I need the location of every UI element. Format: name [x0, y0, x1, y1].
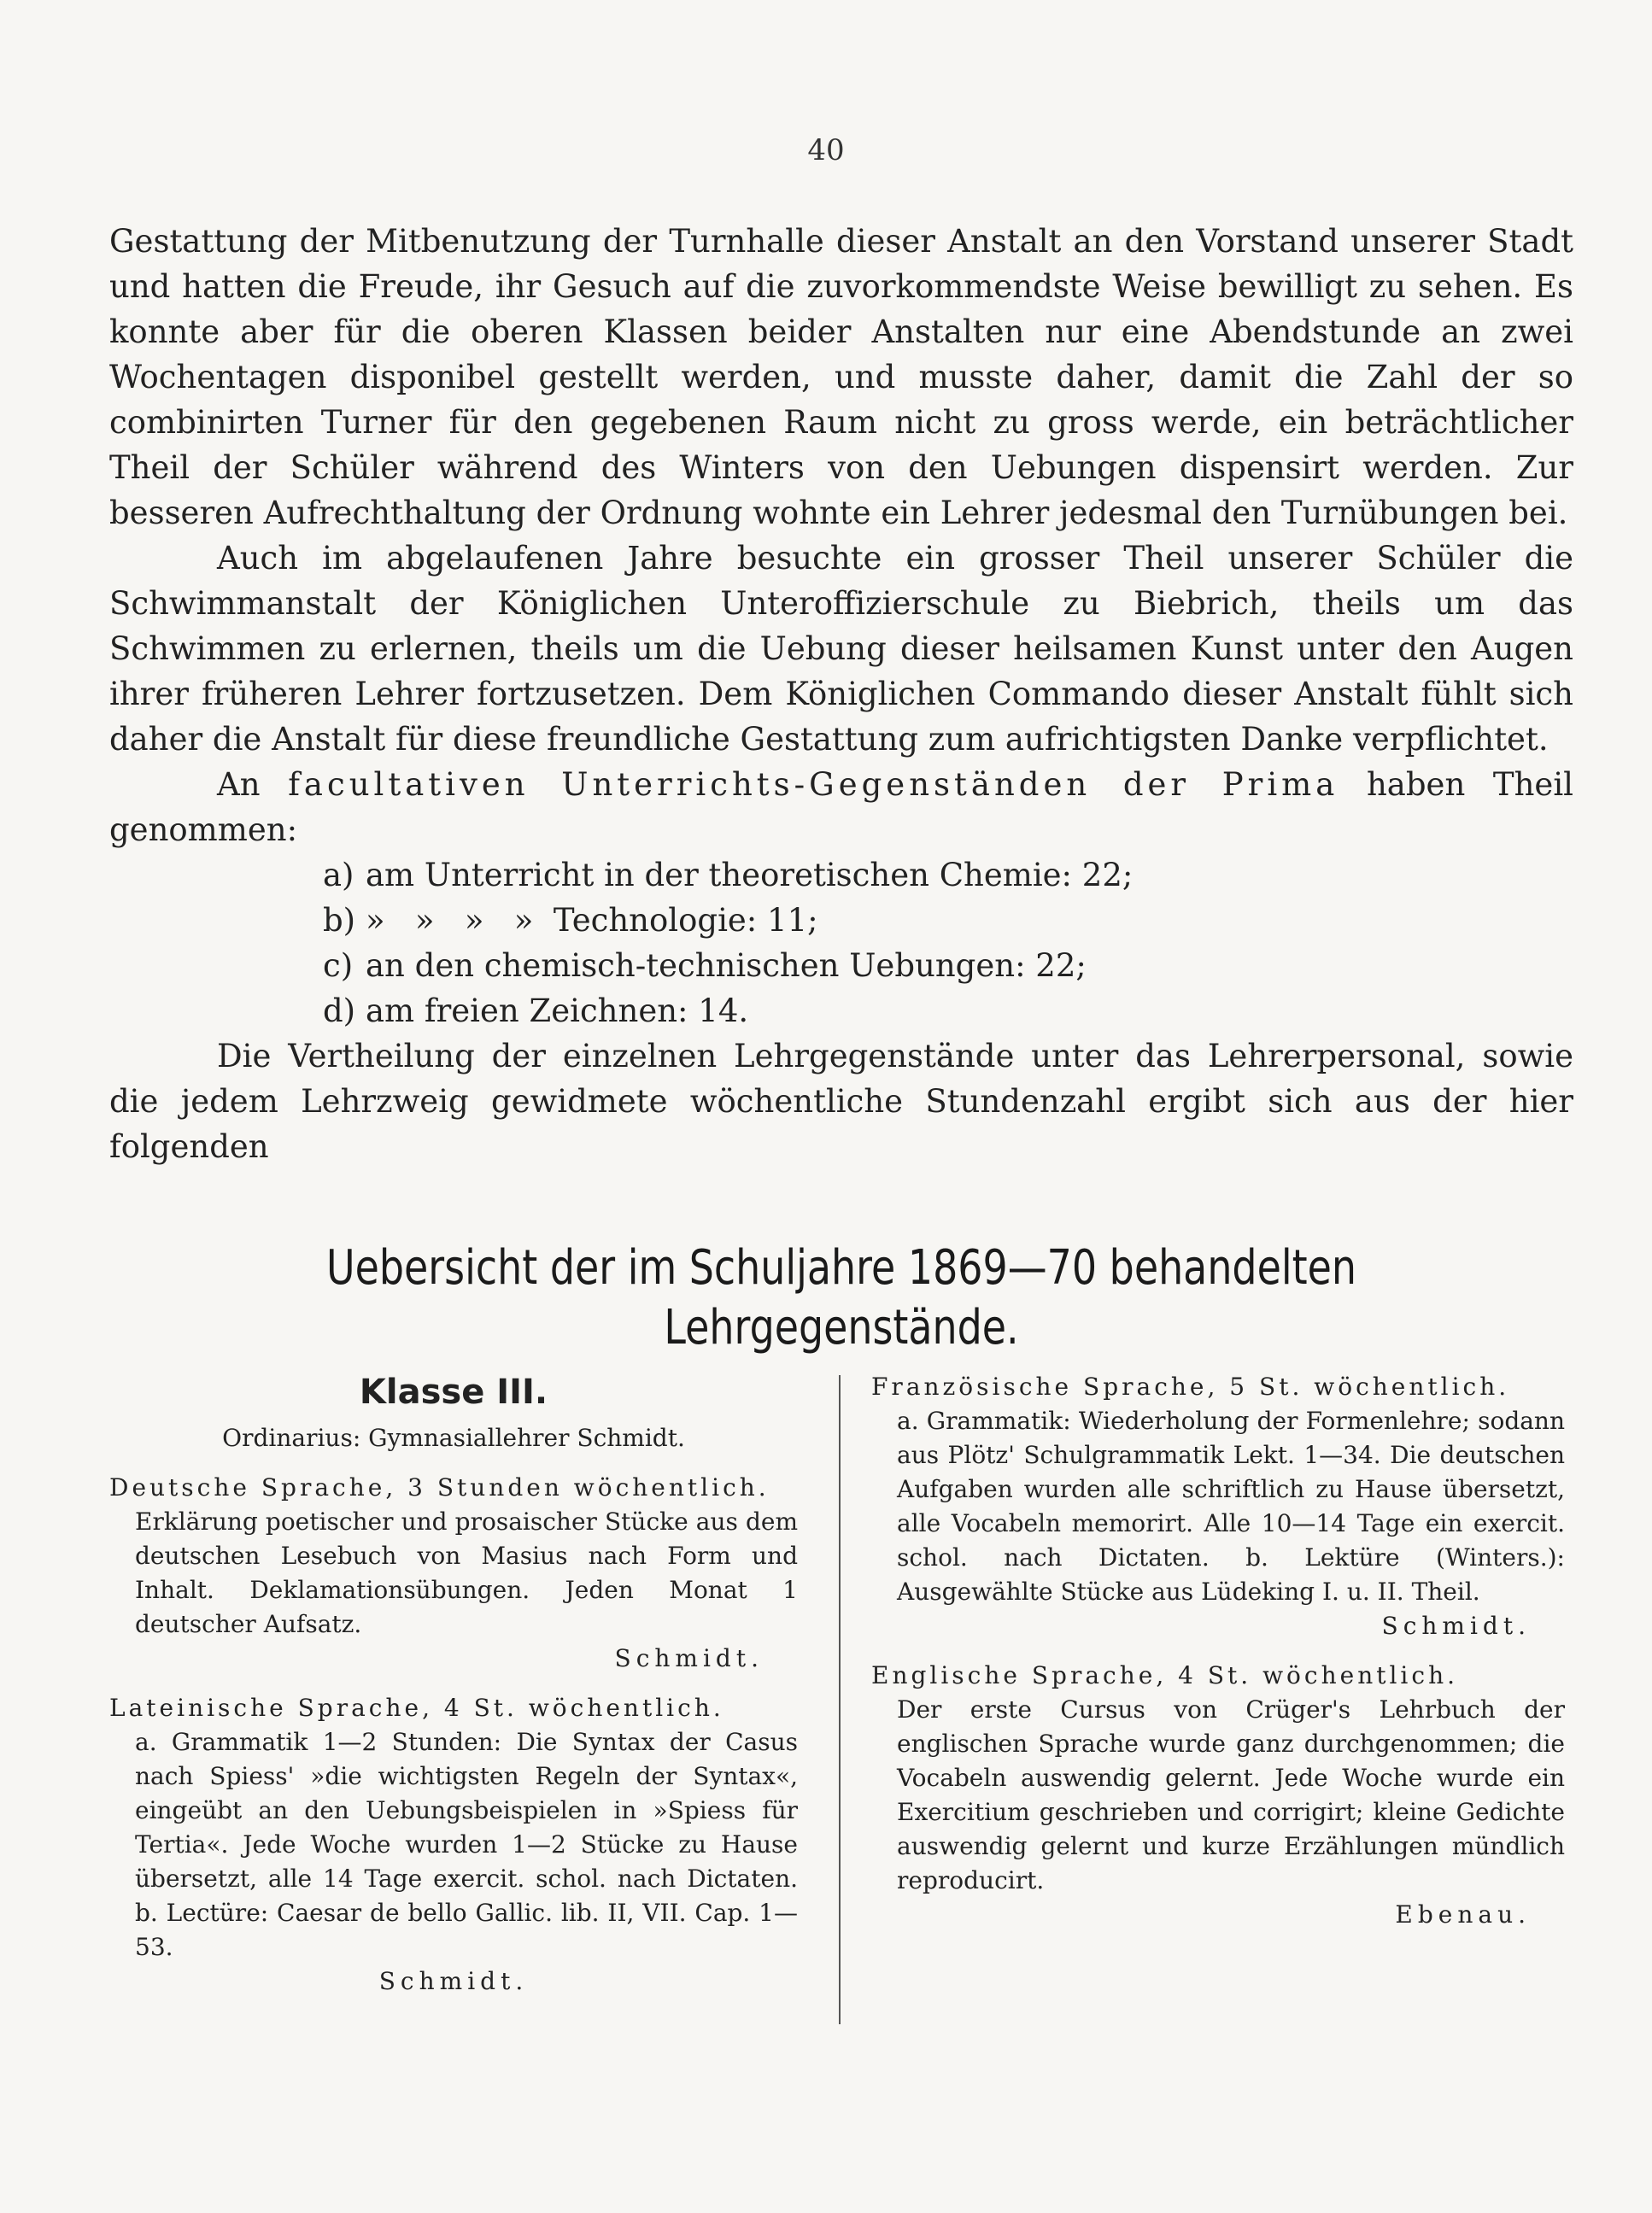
subject-heading: Deutsche Sprache, 3 Stunden wöchentlich.	[109, 1473, 770, 1502]
subject-heading: Englische Sprache, 4 St. wöchentlich.	[871, 1661, 1458, 1689]
list-marker: b)	[323, 902, 356, 939]
list-marker: c)	[323, 947, 354, 984]
subject-teacher: Schmidt.	[614, 1644, 764, 1672]
subject-body: a. Grammatik 1—2 Stunden: Die Syntax der Casus nach Spiess' »die wichtigsten Regeln der Syntax«, eingeübt an den Uebungsbeispielen in »Spiess für Tertia«. Jede Woche wurden 1—2 Stücke zu Hause übersetzt, alle 14 Tage exercit. schol. nach Dictaten. b. Lectüre: Caesar de bello Gallic. lib. II, VII. Cap. 1—53.	[135, 1728, 798, 1961]
list-text: am freien Zeichnen: 14.	[366, 992, 749, 1029]
paragraph-gymnastics: Gestattung der Mitbenutzung der Turnhalle dieser Anstalt an den Vorstand unserer Stadt und hatten die Freude, ihr Gesuch auf die zuvorkommendste Weise bewilligt zu sehen. Es konnte aber für die oberen Klassen beider Anstalten nur eine Abendstunde an zwei Wochentagen disponibel gestellt werden, und musste daher, damit die Zahl der so combinirten Turner für den gegebenen Raum nicht zu gross werde, ein beträchtlicher Theil der Schüler während des Winters von den Uebungen dispensirt werden. Zur besseren Aufrechthaltung der Ordnung wohnte ein Lehrer jedesmal den Turnübungen bei.	[109, 223, 1573, 531]
subject-body: Erklärung poetischer und prosaischer Stücke aus dem deutschen Lesebuch von Masius nach Form und Inhalt. Deklamationsübungen. Jeden Monat 1 deutscher Aufsatz.	[135, 1508, 798, 1638]
paragraph-distribution: Die Vertheilung der einzelnen Lehrgegenstände unter das Lehrerpersonal, sowie die jedem Lehrzweig gewidmete wöchentliche Stundenzahl ergibt sich aus der hier folgenden	[109, 1038, 1573, 1165]
body-text	[109, 219, 1573, 1169]
paragraph-swimming: Auch im abgelaufenen Jahre besuchte ein grosser Theil unserer Schüler die Schwimmanstalt der Königlichen Unteroffizierschule zu Biebrich, theils um das Schwimmen zu erlernen, theils um die Uebung dieser heilsamen Kunst unter den Augen ihrer früheren Lehrer fortzusetzen. Dem Königlichen Commando dieser Anstalt fühlt sich daher die Anstalt für diese freundliche Gestattung zum aufrichtigsten Danke verpflichtet.	[109, 540, 1573, 758]
facultative-list	[323, 852, 1573, 1033]
subject-teacher: Schmidt.	[1381, 1612, 1531, 1640]
list-marker: d)	[323, 992, 356, 1029]
ordinarius: Ordinarius: Gymnasiallehrer Schmidt.	[222, 1424, 685, 1452]
column-divider	[839, 1375, 841, 2024]
facultative-intro-suffix: haben Theil genommen:	[109, 766, 1573, 848]
overview-heading	[241, 1238, 1441, 1358]
heading-line-1: Uebersicht der im Schuljahre 1869—70 behandelten	[326, 1240, 1356, 1296]
list-text: am Unterricht in der theoretischen Chemie: 22;	[366, 857, 1134, 893]
facultative-intro-spaced: facultativen Unterrichts-Gegenständen der Prima	[288, 766, 1339, 803]
heading-line-2: Lehrgegenstände.	[664, 1300, 1019, 1355]
subject-teacher: Ebenau.	[1395, 1900, 1531, 1929]
subject-heading: Französische Sprache, 5 St. wöchentlich.	[871, 1373, 1510, 1401]
subject-teacher: Schmidt.	[378, 1967, 529, 1995]
list-item	[323, 943, 1573, 988]
facultative-intro-prefix: An	[217, 766, 261, 803]
subject-latin	[109, 1691, 798, 1999]
list-item	[323, 852, 1573, 898]
left-column	[109, 1370, 798, 2014]
subject-body: a. Grammatik: Wiederholung der Formenlehre; sodann aus Plötz' Schulgrammatik Lekt. 1—34. Die deutschen Aufgaben wurden alle schriftlich zu Hause übersetzt, alle Vocabeln memorirt. Alle 10—14 Tage ein exercit. schol. nach Dictaten. b. Lektüre (Winters.): Ausgewählte Stücke aus Lüdeking I. u. II. Theil.	[897, 1407, 1565, 1606]
right-column	[871, 1370, 1565, 1947]
subject-german	[109, 1471, 798, 1676]
list-item	[323, 898, 1573, 943]
list-text: » » » » Technologie: 11;	[366, 902, 818, 939]
list-marker: a)	[323, 857, 354, 893]
facultative-intro	[109, 762, 1573, 852]
subject-english	[871, 1659, 1565, 1932]
subject-french	[871, 1370, 1565, 1643]
class-title: Klasse III.	[359, 1373, 548, 1412]
subject-heading: Lateinische Sprache, 4 St. wöchentlich.	[109, 1694, 724, 1722]
list-item	[323, 988, 1573, 1033]
page-number: 40	[807, 133, 845, 167]
list-text: an den chemisch-technischen Uebungen: 22;	[366, 947, 1087, 984]
subject-body: Der erste Cursus von Crüger's Lehrbuch der englischen Sprache wurde ganz durchgenommen; die Vocabeln auswendig gelernt. Jede Woche wurde ein Exercitium geschrieben und corrigirt; kleine Gedichte auswendig gelernt und kurze Erzählungen mündlich reproducirt.	[897, 1695, 1565, 1894]
